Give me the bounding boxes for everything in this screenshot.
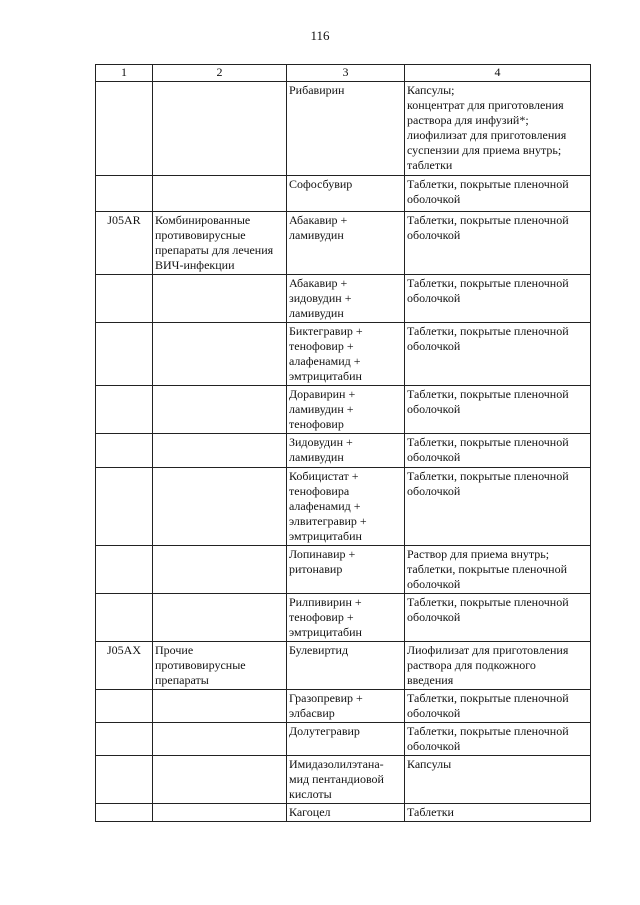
drug-name-cell bbox=[287, 82, 405, 176]
table-row bbox=[96, 176, 591, 212]
pharmacological-group-cell bbox=[153, 723, 287, 756]
drug-name-cell bbox=[287, 546, 405, 594]
table-row bbox=[96, 212, 591, 275]
drug-name-cell-text: Зидовудин + ламивудин bbox=[289, 435, 353, 464]
dosage-form-cell bbox=[405, 386, 591, 434]
dosage-form-cell-text: Капсулы bbox=[407, 757, 452, 771]
drug-name-cell-text: Кагоцел bbox=[289, 805, 331, 819]
table-row bbox=[96, 804, 591, 822]
pharmacological-group-cell bbox=[153, 756, 287, 804]
dosage-form-cell-text: Лиофилизат для приготовления раствора для подкожного введения bbox=[407, 643, 569, 687]
drug-name-cell bbox=[287, 642, 405, 690]
drug-name-cell bbox=[287, 386, 405, 434]
atc-code-cell bbox=[96, 434, 153, 468]
atc-code-cell bbox=[96, 386, 153, 434]
drug-name-cell-text: Долутегравир bbox=[289, 724, 360, 738]
pharmacological-group-cell bbox=[153, 468, 287, 546]
drug-name-cell bbox=[287, 756, 405, 804]
pharmacological-group-cell bbox=[153, 386, 287, 434]
pharmacological-group-cell-text: Комбинированные противовирусные препараты для лечения ВИЧ-инфекции bbox=[155, 213, 274, 272]
drug-name-cell-text: Булевиртид bbox=[289, 643, 349, 657]
pharmacological-group-cell bbox=[153, 642, 287, 690]
page-number: 116 bbox=[310, 28, 330, 43]
atc-code-cell bbox=[96, 642, 153, 690]
table-row bbox=[96, 468, 591, 546]
dosage-form-cell bbox=[405, 323, 591, 386]
drug-name-cell bbox=[287, 723, 405, 756]
drug-name-cell-text: Биктегравир + тенофовир + алафенамид + эмтрицитабин bbox=[289, 324, 363, 383]
atc-code-cell bbox=[96, 323, 153, 386]
atc-code-cell-text: J05AR bbox=[107, 213, 141, 227]
pharmacological-group-cell bbox=[153, 323, 287, 386]
table-row bbox=[96, 434, 591, 468]
pharmacological-group-cell bbox=[153, 212, 287, 275]
table-row bbox=[96, 723, 591, 756]
atc-code-cell bbox=[96, 594, 153, 642]
dosage-form-cell-text: Капсулы; концентрат для приготовления раствора для инфузий*; лиофилизат для приготовления суспензии для приема внутрь; таблетки bbox=[407, 83, 567, 172]
drug-name-cell bbox=[287, 212, 405, 275]
column-header-2: 2 bbox=[153, 65, 287, 82]
table-row bbox=[96, 386, 591, 434]
drug-name-cell-text: Абакавир + зидовудин + ламивудин bbox=[289, 276, 352, 320]
dosage-form-cell-text: Таблетки, покрытые пленочной оболочкой bbox=[407, 691, 569, 720]
table-header-row bbox=[96, 65, 591, 82]
dosage-form-cell bbox=[405, 275, 591, 323]
drug-name-cell-text: Кобицистат + тенофовира алафенамид + элвитегравир + эмтрицитабин bbox=[289, 469, 367, 543]
column-header-4: 4 bbox=[405, 65, 591, 82]
pharmacological-group-cell bbox=[153, 82, 287, 176]
dosage-form-cell bbox=[405, 642, 591, 690]
drug-name-cell bbox=[287, 468, 405, 546]
drug-name-cell-text: Имидазолилэтана- мид пентандиовой кислоты bbox=[289, 757, 384, 801]
atc-code-cell bbox=[96, 212, 153, 275]
dosage-form-cell-text: Таблетки, покрытые пленочной оболочкой bbox=[407, 595, 569, 624]
drug-name-cell bbox=[287, 804, 405, 822]
table-row bbox=[96, 546, 591, 594]
dosage-form-cell bbox=[405, 804, 591, 822]
pharmacological-group-cell bbox=[153, 176, 287, 212]
table-row bbox=[96, 756, 591, 804]
dosage-form-cell-text: Таблетки, покрытые пленочной оболочкой bbox=[407, 724, 569, 753]
dosage-form-cell-text: Таблетки, покрытые пленочной оболочкой bbox=[407, 213, 569, 242]
dosage-form-cell-text: Таблетки bbox=[407, 805, 454, 819]
table-row bbox=[96, 594, 591, 642]
pharmacological-group-cell bbox=[153, 594, 287, 642]
atc-code-cell bbox=[96, 756, 153, 804]
drug-name-cell bbox=[287, 275, 405, 323]
table-body bbox=[96, 82, 591, 822]
dosage-form-cell bbox=[405, 594, 591, 642]
dosage-form-cell bbox=[405, 176, 591, 212]
dosage-form-cell-text: Таблетки, покрытые пленочной оболочкой bbox=[407, 177, 569, 206]
dosage-form-cell bbox=[405, 546, 591, 594]
drug-name-cell-text: Абакавир + ламивудин bbox=[289, 213, 348, 242]
atc-code-cell bbox=[96, 804, 153, 822]
pharmacological-group-cell bbox=[153, 690, 287, 723]
dosage-form-cell bbox=[405, 212, 591, 275]
drug-name-cell-text: Рилпивирин + тенофовир + эмтрицитабин bbox=[289, 595, 362, 639]
atc-code-cell bbox=[96, 82, 153, 176]
pharmacological-group-cell bbox=[153, 546, 287, 594]
drug-name-cell bbox=[287, 323, 405, 386]
drug-name-cell bbox=[287, 594, 405, 642]
column-header-1: 1 bbox=[96, 65, 153, 82]
table-row bbox=[96, 275, 591, 323]
pharmacological-group-cell-text: Прочие противовирусные препараты bbox=[155, 643, 246, 687]
pharmacological-group-cell bbox=[153, 275, 287, 323]
dosage-form-cell bbox=[405, 434, 591, 468]
drug-name-cell-text: Гразопревир + элбасвир bbox=[289, 691, 363, 720]
drug-name-cell bbox=[287, 690, 405, 723]
drug-name-cell-text: Лопинавир + ритонавир bbox=[289, 547, 356, 576]
dosage-form-cell-text: Таблетки, покрытые пленочной оболочкой bbox=[407, 435, 569, 464]
table-row bbox=[96, 690, 591, 723]
atc-code-cell bbox=[96, 723, 153, 756]
dosage-form-cell bbox=[405, 82, 591, 176]
pharmacological-group-cell bbox=[153, 804, 287, 822]
table-row bbox=[96, 82, 591, 176]
dosage-form-cell-text: Таблетки, покрытые пленочной оболочкой bbox=[407, 324, 569, 353]
dosage-form-cell bbox=[405, 756, 591, 804]
atc-code-cell bbox=[96, 468, 153, 546]
column-header-3: 3 bbox=[287, 65, 405, 82]
pharmacological-group-cell bbox=[153, 434, 287, 468]
dosage-form-cell-text: Таблетки, покрытые пленочной оболочкой bbox=[407, 469, 569, 498]
drug-name-cell bbox=[287, 434, 405, 468]
dosage-form-cell bbox=[405, 690, 591, 723]
dosage-form-cell-text: Раствор для приема внутрь; таблетки, покрытые пленочной оболочкой bbox=[407, 547, 568, 591]
dosage-form-cell-text: Таблетки, покрытые пленочной оболочкой bbox=[407, 387, 569, 416]
atc-code-cell-text: J05AX bbox=[106, 643, 141, 657]
dosage-form-cell-text: Таблетки, покрытые пленочной оболочкой bbox=[407, 276, 569, 305]
drug-name-cell-text: Доравирин + ламивудин + тенофовир bbox=[289, 387, 356, 431]
drug-table bbox=[95, 64, 591, 822]
dosage-form-cell bbox=[405, 468, 591, 546]
atc-code-cell bbox=[96, 690, 153, 723]
drug-name-cell-text: Софосбувир bbox=[289, 177, 353, 191]
atc-code-cell bbox=[96, 275, 153, 323]
table-row bbox=[96, 323, 591, 386]
atc-code-cell bbox=[96, 176, 153, 212]
atc-code-cell bbox=[96, 546, 153, 594]
dosage-form-cell bbox=[405, 723, 591, 756]
table-row bbox=[96, 642, 591, 690]
drug-name-cell-text: Рибавирин bbox=[289, 83, 345, 97]
drug-name-cell bbox=[287, 176, 405, 212]
